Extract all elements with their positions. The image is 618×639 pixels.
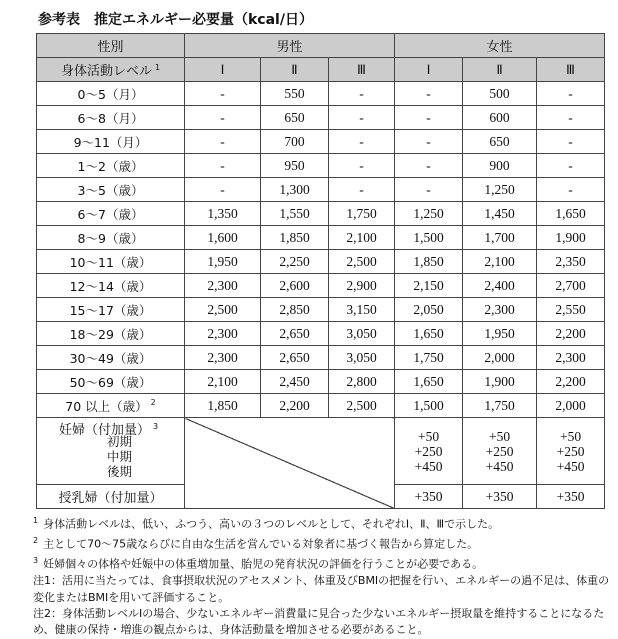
female-level-1-value: - [395,82,463,106]
male-level-3-value: 2,900 [329,274,395,298]
table-row [37,322,605,346]
male-header: 男性 [185,34,395,58]
female-level-2-value: 1,700 [463,226,537,250]
female-level-2-value: 2,400 [463,274,537,298]
male-level-1: Ⅰ [185,58,261,82]
table-row [37,298,605,322]
footnote-2: $^2$ 主として70～75歳ならびに自由な生活を営んでいる対象者に基づく報告から算定した。 [33,536,479,551]
male-level-1-value: - [185,154,261,178]
female-level-1-value: 1,650 [395,370,463,394]
lactating-female-level-3: +350 [537,485,605,509]
pregnant-female-level-2: +50 +250 +450 [463,418,537,485]
male-level-3-value: 2,500 [329,250,395,274]
activity-level-label: 身体活動レベル [60,64,152,79]
table-row [37,346,605,370]
female-level-2: Ⅱ [463,58,537,82]
female-level-2-value: 2,000 [463,346,537,370]
male-level-2-value: 2,200 [261,394,329,418]
male-not-applicable-cell [185,418,395,509]
female-header: 女性 [395,34,605,58]
male-level-2-value: 2,850 [261,298,329,322]
pregnant-female-level-1: +50 +250 +450 [395,418,463,485]
table-row [37,82,605,106]
male-level-3-value: 1,750 [329,202,395,226]
female-level-1-value: 1,850 [395,250,463,274]
age-group-label: 6～7（歳） [37,202,185,226]
male-level-2-value: 550 [261,82,329,106]
table-row [37,130,605,154]
female-level-3-value: 1,900 [537,226,605,250]
female-level-1-value: - [395,130,463,154]
female-level-2-value: 900 [463,154,537,178]
female-level-3-value: 2,550 [537,298,605,322]
male-level-1-value: 1,350 [185,202,261,226]
table-row [37,370,605,394]
female-level-1-value: 2,050 [395,298,463,322]
age-group-label: 70 以上（歳） $^2$ [37,394,185,418]
pregnant-stage-early: 初期 [106,434,132,449]
female-level-3: Ⅲ [537,58,605,82]
pregnant-row [37,418,605,485]
female-level-1-value: 1,750 [395,346,463,370]
female-level-3-value: - [537,106,605,130]
table-row [37,106,605,130]
male-level-1-value: 1,600 [185,226,261,250]
female-level-1: Ⅰ [395,58,463,82]
female-level-2-value: 1,250 [463,178,537,202]
female-level-1-value: - [395,154,463,178]
age-group-label: 0～5（月） [37,82,185,106]
female-level-3-value: 2,700 [537,274,605,298]
female-level-3-value: 2,300 [537,346,605,370]
female-level-3-value: 2,350 [537,250,605,274]
age-group-label: 15～17（歳） [37,298,185,322]
male-level-3-value: 3,050 [329,322,395,346]
male-level-3: Ⅲ [329,58,395,82]
female-level-3-value: - [537,130,605,154]
age-group-label: 50～69（歳） [37,370,185,394]
female-level-3-value: - [537,154,605,178]
male-level-3-value: 2,800 [329,370,395,394]
female-level-2-value: 500 [463,82,537,106]
table-row [37,154,605,178]
male-level-1-value: 2,500 [185,298,261,322]
male-level-2-value: 650 [261,106,329,130]
age-group-label: 10～11（歳） [37,250,185,274]
age-group-label: 18～29（歳） [37,322,185,346]
age-group-label: 3～5（歳） [37,178,185,202]
male-level-3-value: - [329,154,395,178]
female-level-3-value: - [537,82,605,106]
male-level-3-value: - [329,106,395,130]
note-1: 注1：活用に当たっては、食事摂取状況のアセスメント、体重及びBMIの把握を行い、エネルギーの過不足は、体重の変化またはBMIを用いて評価すること。 [33,574,610,604]
male-level-1-value: 2,100 [185,370,261,394]
pregnant-label-cell [37,418,185,485]
female-level-3-value: 1,650 [537,202,605,226]
male-level-1-value: 1,850 [185,394,261,418]
female-level-2-value: 1,750 [463,394,537,418]
female-level-3-value: 2,000 [537,394,605,418]
male-level-1-value: 2,300 [185,346,261,370]
age-group-label: 12～14（歳） [37,274,185,298]
female-level-1-value: 2,150 [395,274,463,298]
male-level-3-value: - [329,82,395,106]
female-level-2-value: 600 [463,106,537,130]
female-level-1-value: - [395,106,463,130]
footnote-1: $^1$ 身体活動レベルは、低い、ふつう、高いの３つのレベルとして、それぞれⅠ、Ⅱ、Ⅲで示した。 [33,516,500,531]
age-group-label: 9～11（月） [37,130,185,154]
age-group-label: 30～49（歳） [37,346,185,370]
male-level-2-value: 2,450 [261,370,329,394]
male-level-2: Ⅱ [261,58,329,82]
header-row-activity [37,58,605,82]
male-level-2-value: 700 [261,130,329,154]
male-level-2-value: 2,650 [261,346,329,370]
female-level-1-value: 1,500 [395,394,463,418]
footnote-3: $^3$ 妊婦個々の体格や妊娠中の体重増加量、胎児の発育状況の評価を行うことが必要である。 [33,556,484,571]
male-level-2-value: 1,850 [261,226,329,250]
table-row [37,178,605,202]
male-level-2-value: 950 [261,154,329,178]
female-level-1-value: 1,650 [395,322,463,346]
female-level-2-value: 1,900 [463,370,537,394]
male-level-3-value: 3,050 [329,346,395,370]
table-row [37,226,605,250]
male-level-1-value: - [185,178,261,202]
table-row [37,202,605,226]
female-level-2-value: 650 [463,130,537,154]
pregnant-female-level-3: +50 +250 +450 [537,418,605,485]
male-level-2-value: 2,250 [261,250,329,274]
age-group-label: 8～9（歳） [37,226,185,250]
male-level-1-value: 2,300 [185,274,261,298]
lactating-female-level-1: +350 [395,485,463,509]
footnote-ref-2: 2 [150,398,156,408]
female-level-1-value: 1,250 [395,202,463,226]
female-level-2-value: 1,450 [463,202,537,226]
female-level-3-value: - [537,178,605,202]
male-level-1-value: 1,950 [185,250,261,274]
female-level-1-value: - [395,178,463,202]
female-level-2-value: 2,100 [463,250,537,274]
footnote-ref-1: 1 [154,62,161,72]
lactating-label: 授乳婦（付加量） [37,485,185,509]
sex-header: 性別 [37,34,185,58]
male-level-3-value: 2,500 [329,394,395,418]
female-level-2-value: 1,950 [463,322,537,346]
male-level-1-value: 2,300 [185,322,261,346]
male-level-1-value: - [185,82,261,106]
table-row [37,274,605,298]
female-level-3-value: 2,200 [537,322,605,346]
lactating-female-level-2: +350 [463,485,537,509]
table-row [37,394,605,418]
male-level-2-value: 2,600 [261,274,329,298]
pregnant-label: 妊婦（付加量） $^3$ [59,421,159,438]
footnote-ref-3: 3 [153,421,159,431]
male-level-2-value: 2,650 [261,322,329,346]
table-body [37,82,605,418]
table-title: 参考表 推定エネルギー必要量（kcal/日） [38,12,313,28]
note-2: 注2：身体活動レベルⅠの場合、少ないエネルギー消費量に見合った少ないエネルギー摂取量を維持することになるため、健康の保持・増進の観点からは、身体活動量を増加させる必要があること。 [33,607,605,637]
male-level-2-value: 1,300 [261,178,329,202]
male-level-3-value: 2,100 [329,226,395,250]
header-row-sex [37,34,605,58]
age-group-label: 6～8（月） [37,106,185,130]
pregnant-stage-late: 後期 [106,464,132,479]
female-level-1-value: 1,500 [395,226,463,250]
male-level-3-value: 3,150 [329,298,395,322]
male-level-2-value: 1,550 [261,202,329,226]
age-group-label: 1～2（歳） [37,154,185,178]
footnotes [33,513,613,639]
pregnant-stage-mid: 中期 [106,449,132,464]
table-row [37,250,605,274]
activity-level-header [37,58,185,82]
male-level-3-value: - [329,178,395,202]
male-level-3-value: - [329,130,395,154]
female-level-2-value: 2,300 [463,298,537,322]
female-level-3-value: 2,200 [537,370,605,394]
male-level-1-value: - [185,106,261,130]
energy-requirement-table [36,33,605,509]
male-level-1-value: - [185,130,261,154]
